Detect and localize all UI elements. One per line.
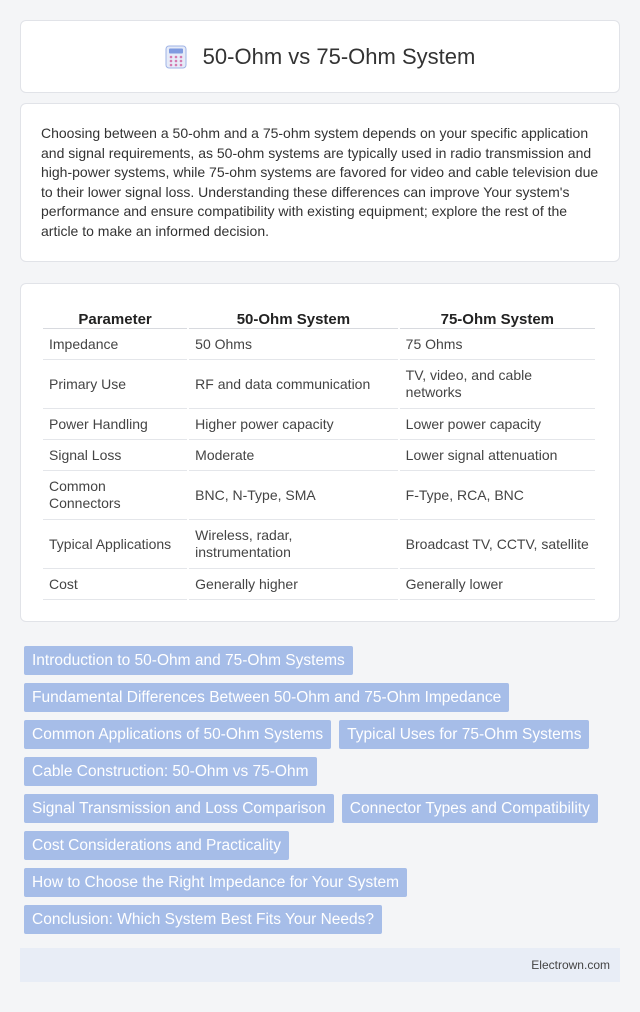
table-cell: Moderate bbox=[189, 440, 398, 471]
header-75-ohm: 75-Ohm System bbox=[400, 304, 595, 329]
table-cell: 75 Ohms bbox=[400, 329, 595, 360]
table-row bbox=[43, 569, 595, 600]
table-cell: Common Connectors bbox=[43, 471, 187, 520]
title-text: 50-Ohm vs 75-Ohm System bbox=[202, 43, 476, 69]
topic-links bbox=[24, 646, 620, 942]
footer-site-link[interactable]: Electrown.com bbox=[531, 958, 610, 972]
table-cell: Generally lower bbox=[400, 569, 595, 600]
table-cell: Generally higher bbox=[189, 569, 398, 600]
intro-card bbox=[20, 103, 620, 262]
table-cell: Power Handling bbox=[43, 409, 187, 440]
table-cell: Cost bbox=[43, 569, 187, 600]
table-row bbox=[43, 329, 595, 360]
topic-link[interactable]: Cost Considerations and Practicality bbox=[24, 831, 289, 860]
topic-link[interactable]: Typical Uses for 75-Ohm Systems bbox=[339, 720, 589, 749]
table-cell: Wireless, radar, instrumentation bbox=[189, 520, 398, 569]
header-parameter: Parameter bbox=[43, 304, 187, 329]
topic-link[interactable]: Cable Construction: 50-Ohm vs 75-Ohm bbox=[24, 757, 317, 786]
calculator-icon bbox=[165, 45, 187, 69]
table-cell: TV, video, and cable networks bbox=[400, 360, 595, 409]
table-cell: Typical Applications bbox=[43, 520, 187, 569]
page-title bbox=[165, 44, 476, 70]
title-card bbox=[20, 20, 620, 93]
table-cell: F-Type, RCA, BNC bbox=[400, 471, 595, 520]
topic-link[interactable]: Introduction to 50-Ohm and 75-Ohm Systems bbox=[24, 646, 353, 675]
table-cell: Broadcast TV, CCTV, satellite bbox=[400, 520, 595, 569]
topic-link[interactable]: Signal Transmission and Loss Comparison bbox=[24, 794, 334, 823]
table-cell: BNC, N-Type, SMA bbox=[189, 471, 398, 520]
table-row bbox=[43, 360, 595, 409]
table-cell: Higher power capacity bbox=[189, 409, 398, 440]
table-header-row bbox=[43, 304, 595, 329]
table-row bbox=[43, 471, 595, 520]
comparison-table bbox=[41, 304, 597, 600]
table-cell: Impedance bbox=[43, 329, 187, 360]
topic-link[interactable]: How to Choose the Right Impedance for Your System bbox=[24, 868, 407, 897]
table-cell: Lower signal attenuation bbox=[400, 440, 595, 471]
intro-paragraph: Choosing between a 50-ohm and a 75-ohm system depends on your specific application and signal requirements, as 50-ohm systems are typically used in radio transmission and high-power systems, while 75-ohm systems are favored for video and cable television due to their lower signal loss. Understanding these differences can improve Your system's performance and ensure compatibility with existing equipment; explore the rest of the article to make an informed decision. bbox=[41, 125, 599, 239]
topic-link[interactable]: Common Applications of 50-Ohm Systems bbox=[24, 720, 331, 749]
table-row bbox=[43, 440, 595, 471]
footer bbox=[20, 948, 620, 982]
table-cell: Lower power capacity bbox=[400, 409, 595, 440]
table-row bbox=[43, 409, 595, 440]
table-cell: RF and data communication bbox=[189, 360, 398, 409]
topic-link[interactable]: Fundamental Differences Between 50-Ohm and 75-Ohm Impedance bbox=[24, 683, 509, 712]
comparison-table-card bbox=[20, 283, 620, 622]
topic-link[interactable]: Conclusion: Which System Best Fits Your Needs? bbox=[24, 905, 382, 934]
topic-link[interactable]: Connector Types and Compatibility bbox=[342, 794, 598, 823]
table-row bbox=[43, 520, 595, 569]
table-cell: Primary Use bbox=[43, 360, 187, 409]
table-cell: 50 Ohms bbox=[189, 329, 398, 360]
header-50-ohm: 50-Ohm System bbox=[189, 304, 398, 329]
table-cell: Signal Loss bbox=[43, 440, 187, 471]
